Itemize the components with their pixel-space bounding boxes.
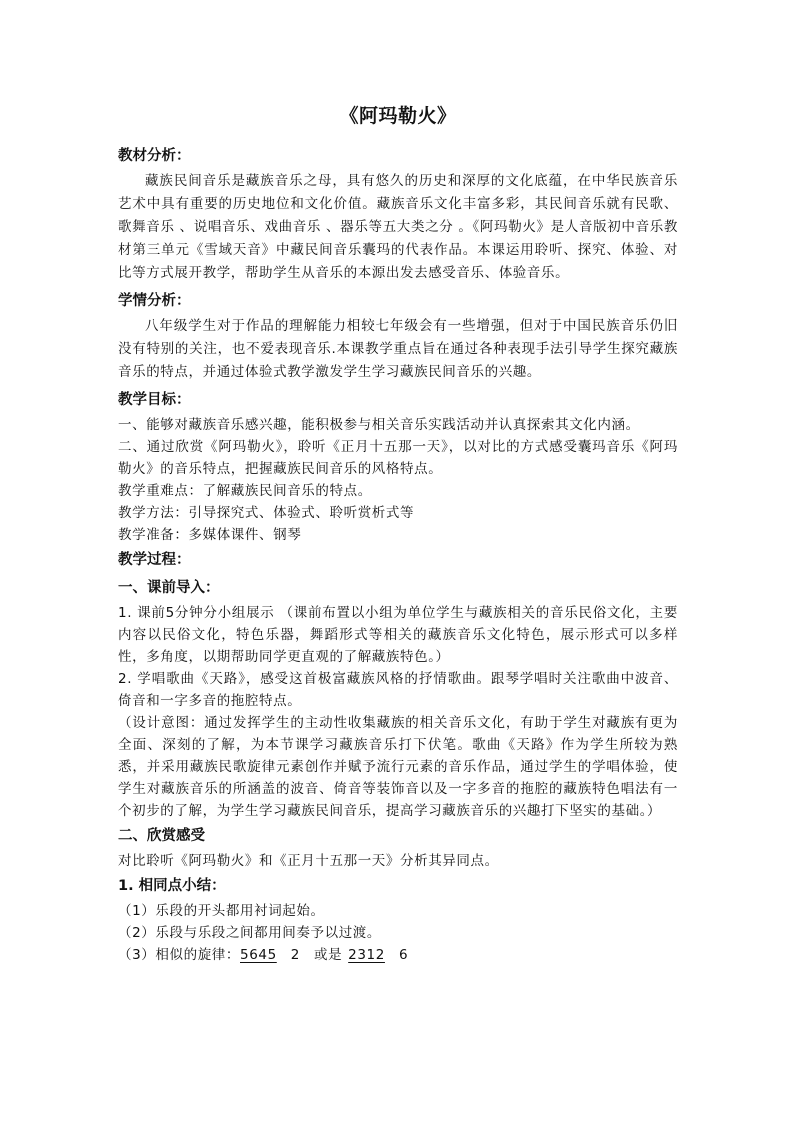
teaching-methods: 教学方法：引导探究式、体验式、聆听赏析式等 [118,505,415,521]
melody-notes-d: 6 [398,947,409,963]
melody-notes-c: 2312 [348,947,385,963]
melody-notes-b: 2 [290,947,300,963]
process-part1-design-intent: （设计意图：通过发挥学生的主动性收集藏族的相关音乐文化，有助于学生对藏族有更为全面、深刻的了解，为本节课学习藏族音乐打下伏笔。歌曲《天路》作为学生所较为熟悉，并采用藏族民歌旋律元素创作并赋予流行元素的音乐作品，通过学生的学唱体验，使学生对藏族音乐的所涵盖的波音、倚音等装饰音以及一字多音的拖腔的藏族特色唱法有一个初步的了解，为学生学习藏族民间音乐，提高学习藏族音乐的兴趣打下坚实的基础。） [118,715,678,819]
teaching-preparation: 教学准备：多媒体课件、钢琴 [118,527,302,543]
process-part1-heading: 一、课前导入： [118,580,220,596]
document-title: 《阿玛勒火》 [339,105,457,127]
similarities-heading: 1. 相同点小结： [118,878,226,894]
melody-connector: 或是 [313,947,343,963]
teaching-difficulty: 教学重难点：了解藏族民间音乐的特点。 [118,483,372,499]
learners-paragraph: 八年级学生对于作品的理解能力相较七年级会有一些增强，但对于中国民族音乐仍旧没有特别的关注，也不爱表现音乐.本课教学重点旨在通过各种表现手法引导学生探究藏族音乐的特点，并通过体验式教学激发学生学习藏族民间音乐的兴趣。 [118,318,678,380]
goal-item-2: 二、通过欣赏《阿玛勒火》，聆听《正月十五那一天》，以对比的方式感受囊玛音乐《阿玛勒火》的音乐特点，把握藏族民间音乐的风格特点。 [118,439,678,477]
section-heading-material: 教材分析： [118,148,191,164]
similarity-point-1: （1）乐段的开头都用衬词起始。 [118,903,325,919]
melody-notes-a: 5645 [240,947,277,963]
similarity-point-3 [118,944,678,966]
process-part1-item1: 1. 课前5分钟分小组展示 （课前布置以小组为单位学生与藏族相关的音乐民俗文化，主要内容以民俗文化，特色乐器，舞蹈形式等相关的藏族音乐文化特色，展示形式可以多样性，多角度，以期帮助同学更直观的了解藏族特色。） [118,605,678,665]
section-heading-learners: 学情分析： [118,293,191,309]
process-part2-heading: 二、欣赏感受 [118,828,205,844]
section-heading-process: 教学过程： [118,552,191,568]
process-part1-item2: 2. 学唱歌曲《天路》，感受这首极富藏族风格的抒情歌曲。跟琴学唱时关注歌曲中波音、倚音和一字多音的拖腔特点。 [118,671,678,709]
melody-prefix: （3）相似的旋律： [118,947,240,963]
material-paragraph: 藏族民间音乐是藏族音乐之母，具有悠久的历史和深厚的文化底蕴，在中华民族音乐艺术中具有重要的历史地位和文化价值。藏族音乐文化丰富多彩，其民间音乐就有民歌、歌舞音乐 、说唱音乐、戏曲音乐 、器乐等五大类之分 。《阿玛勒火》是人音版初中音乐教材第三单元《雪域天音》中藏民间音乐囊玛的代表作品。本课运用聆听、探究、体验、对比等方式展开教学，帮助学生从音乐的本源出发去感受音乐、体验音乐。 [118,173,678,281]
section-heading-goals: 教学目标： [118,392,191,408]
process-part2-intro: 对比聆听《阿玛勒火》和《正月十五那一天》分析其异同点。 [118,853,499,869]
goal-item-1: 一、能够对藏族音乐感兴趣，能积极参与相关音乐实践活动并认真探索其文化内涵。 [118,417,640,433]
document-body [118,104,678,966]
similarity-point-2: （2）乐段与乐段之间都用间奏予以过渡。 [118,925,381,941]
